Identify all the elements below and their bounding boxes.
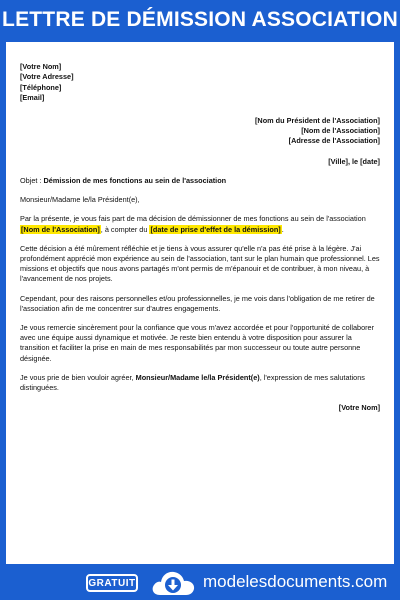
p1-text-a: Par la présente, je vous fais part de ma décision de démissionner de mes fonctions au sein de l'association xyxy=(20,214,366,224)
p5-text-b: , l'expression de mes salutations distinguées. xyxy=(20,372,365,393)
paragraph-5 xyxy=(20,373,380,393)
paragraph-2: Cette décision a été mûrement réfléchie et je tiens à vous assurer qu'elle n'a pas été prise à la légère. J'ai profondément apprécié mon expérience au sein de l'association, tant sur le plan humain que professionnel. Les missions et objectifs que nous avons partagés m'ont permis de m'épanouir et de contribuer, à mon niveau, à l'avancement de nos projets. xyxy=(20,243,380,284)
sender-address: [Votre Adresse] xyxy=(20,72,74,82)
sender-email: [Email] xyxy=(20,93,45,103)
p5-text-a: Je vous prie de bien vouloir agréer, xyxy=(20,372,136,382)
sender-phone: [Téléphone] xyxy=(20,82,62,92)
signature: [Votre Nom] xyxy=(338,403,380,413)
highlight-association-name: [Nom de l'Association] xyxy=(21,224,100,234)
footer-bar xyxy=(0,566,400,600)
p5-bold: Monsieur/Madame le/la Président(e) xyxy=(135,372,260,382)
p1-text-b: , à compter du xyxy=(100,224,150,234)
recipient-president: [Nom du Président de l'Association] xyxy=(255,115,380,125)
paragraph-1 xyxy=(20,214,380,234)
subject-text: Démission de mes fonctions au sein de l'association xyxy=(43,176,227,186)
cloud-download-icon[interactable] xyxy=(150,569,196,597)
p1-text-c: . xyxy=(281,224,284,234)
page-title: LETTRE DE DÉMISSION ASSOCIATION xyxy=(2,8,398,31)
subject-label: Objet : xyxy=(20,176,44,186)
recipient-address: [Adresse de l'Association] xyxy=(288,136,380,146)
paragraph-3: Cependant, pour des raisons personnelles et/ou professionnelles, je me vois dans l'obligation de me retirer de l'association afin de me concentrer sur d'autres engagements. xyxy=(20,293,375,313)
sender-block xyxy=(20,62,380,104)
subject-line xyxy=(20,176,380,186)
highlight-effective-date: [date de prise d'effet de la démission] xyxy=(150,224,281,234)
sender-name: [Votre Nom] xyxy=(20,62,62,71)
salutation: Monsieur/Madame le/la Président(e), xyxy=(20,195,140,205)
letter-document xyxy=(6,42,394,564)
recipient-block xyxy=(20,116,380,147)
recipient-association: [Nom de l'Association] xyxy=(301,126,380,136)
site-name[interactable]: modelesdocuments.com xyxy=(203,572,388,591)
date-line: [Ville], le [date] xyxy=(328,156,380,166)
paragraph-4: Je vous remercie sincèrement pour la confiance que vous m'avez accordée et pour l'opportunité de collaborer avec une équipe aussi dynamique et motivée. Je reste bien entendu à votre disposition pour assurer la transition et faciliter la prise en main de mes responsabilités par mon successeur ou toute autre personne désignée. xyxy=(20,323,375,363)
free-badge: GRATUIT xyxy=(86,574,138,592)
